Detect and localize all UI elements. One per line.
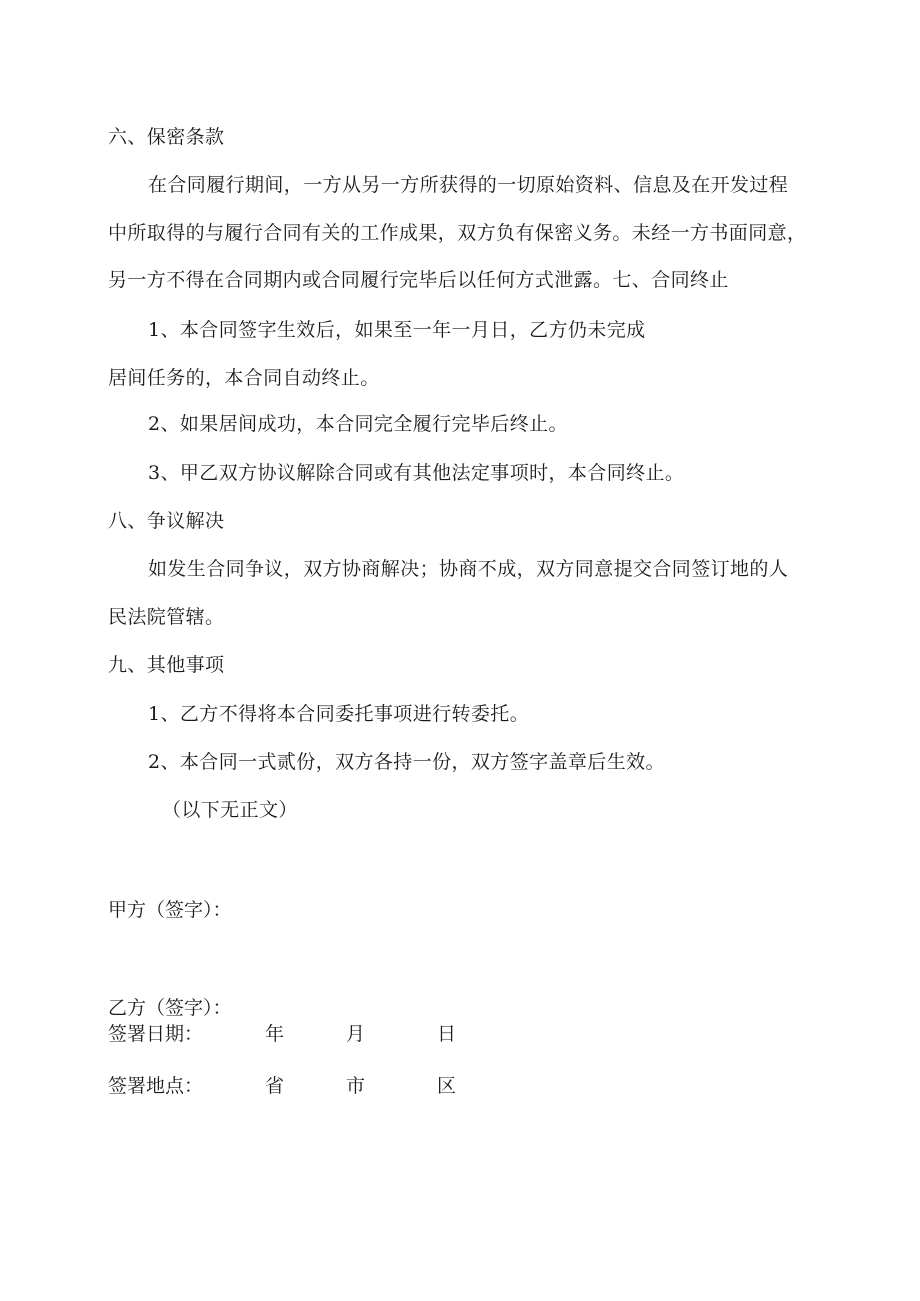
termination-item-2: 2、如果居间成功，本合同完全履行完毕后终止。 (148, 413, 568, 435)
signing-date-year: 年 (265, 1023, 285, 1045)
signing-date-day: 日 (437, 1023, 457, 1045)
signing-place-province: 省 (265, 1075, 285, 1097)
confidentiality-paragraph-line-1: 在合同履行期间，一方从另一方所获得的一切原始资料、信息及在开发过程 (148, 174, 789, 196)
termination-item-1-line-2: 居间任务的，本合同自动终止。 (108, 367, 380, 389)
signing-date-label: 签署日期： (108, 1023, 204, 1045)
section-heading-confidentiality: 六、保密条款 (108, 126, 225, 148)
other-item-1: 1、乙方不得将本合同委托事项进行转委托。 (148, 703, 530, 725)
confidentiality-paragraph-line-3: 另一方不得在合同期内或合同履行完毕后以任何方式泄露。七、合同终止 (108, 269, 729, 291)
dispute-paragraph-line-1: 如发生合同争议，双方协商解决；协商不成，双方同意提交合同签订地的人 (148, 558, 789, 580)
termination-item-3: 3、甲乙双方协议解除合同或有其他法定事项时，本合同终止。 (148, 462, 685, 484)
other-item-2: 2、本合同一式贰份，双方各持一份，双方签字盖章后生效。 (148, 751, 665, 773)
section-heading-other: 九、其他事项 (108, 654, 225, 676)
section-heading-dispute: 八、争议解决 (108, 510, 225, 532)
dispute-paragraph-line-2: 民法院管辖。 (108, 606, 225, 628)
party-a-signature-label: 甲方（签字）： (108, 899, 232, 921)
confidentiality-paragraph-line-2: 中所取得的与履行合同有关的工作成果，双方负有保密义务。未经一方书面同意， (108, 222, 807, 244)
signing-place-district: 区 (437, 1075, 457, 1097)
party-b-signature-label: 乙方（签字）： (108, 997, 232, 1019)
signing-place-label: 签署地点： (108, 1075, 204, 1097)
termination-item-1-line-1: 1、本合同签字生效后，如果至一年一月日，乙方仍未完成 (148, 319, 646, 341)
signing-date-month: 月 (346, 1023, 366, 1045)
end-of-text-note: （以下无正文） (162, 799, 298, 821)
signing-place-city: 市 (346, 1075, 366, 1097)
